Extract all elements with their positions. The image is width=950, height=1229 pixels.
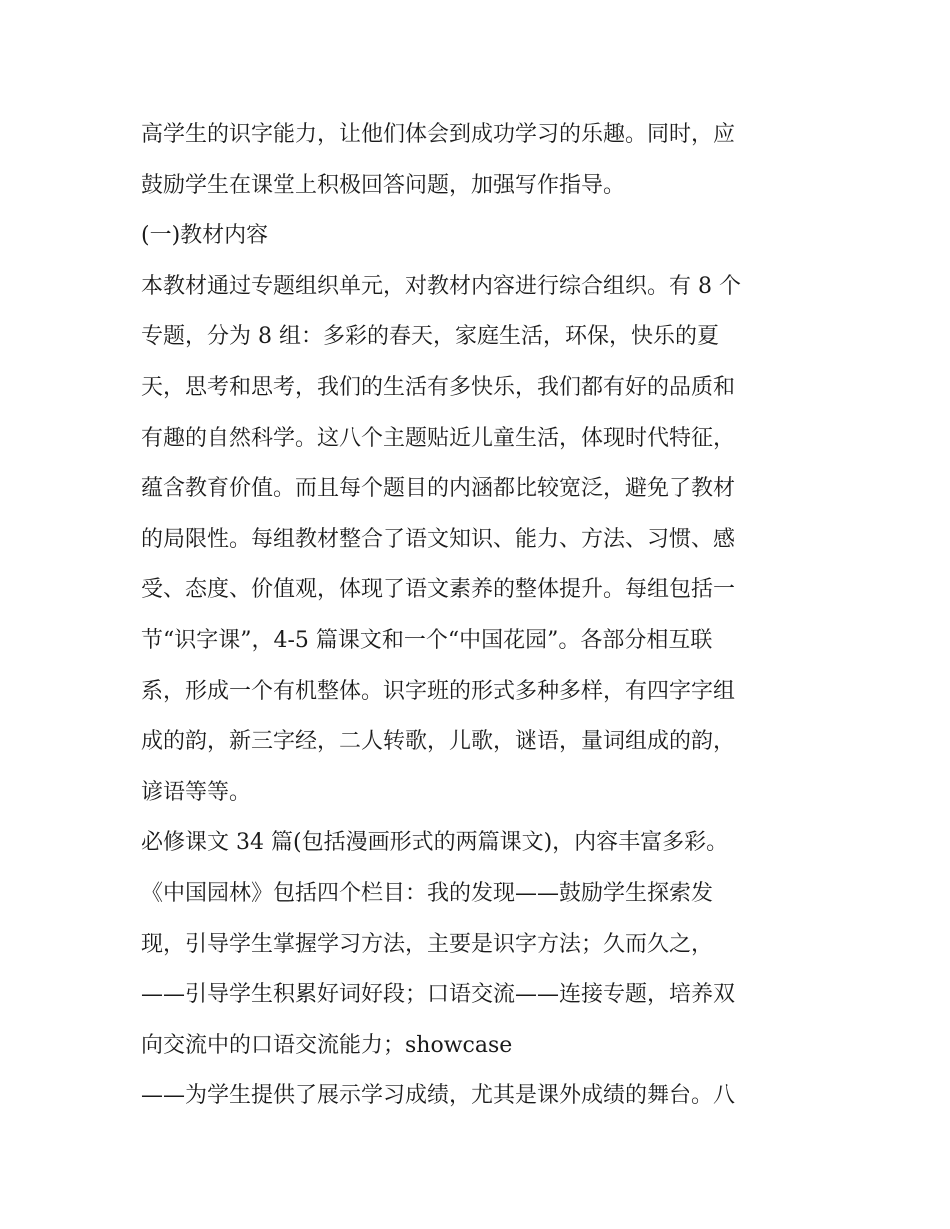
text-line: 系，形成一个有机整体。识字班的形式多种多样，有四字字组 xyxy=(141,678,736,704)
text-line: ——引导学生积累好词好段；口语交流——连接专题，培养双 xyxy=(141,982,736,1008)
text-line: 成的韵，新三字经，二人转歌，儿歌，谜语，量词组成的韵， xyxy=(141,729,736,755)
text-line: ——为学生提供了展示学习成绩，尤其是课外成绩的舞台。八 xyxy=(141,1083,736,1109)
text-line: 向交流中的口语交流能力；showcase xyxy=(141,1032,513,1058)
text-line: 有趣的自然科学。这八个主题贴近儿童生活，体现时代特征， xyxy=(141,425,736,451)
text-line: 《中国园林》包括四个栏目：我的发现——鼓励学生探索发 xyxy=(141,880,714,906)
text-line: 高学生的识字能力，让他们体会到成功学习的乐趣。同时，应 xyxy=(141,122,736,147)
text-line: 受、态度、价值观，体现了语文素养的整体提升。每组包括一 xyxy=(141,577,736,603)
section-heading: (一)教材内容 xyxy=(141,223,269,249)
text-line: 现，引导学生掌握学习方法，主要是识字方法；久而久之， xyxy=(141,931,714,957)
text-line: 的局限性。每组教材整合了语文知识、能力、方法、习惯、感 xyxy=(141,526,736,552)
text-line: 蕴含教育价值。而且每个题目的内涵都比较宽泛，避免了教材 xyxy=(141,476,736,502)
text-line: 节“识字课”，4-5 篇课文和一个“中国花园”。各部分相互联 xyxy=(141,627,713,653)
text-line: 本教材通过专题组织单元，对教材内容进行综合组织。有 8 个 xyxy=(141,273,741,299)
text-line: 谚语等等。 xyxy=(141,779,252,805)
text-line: 专题，分为 8 组：多彩的春天，家庭生活，环保，快乐的夏 xyxy=(141,324,719,350)
text-line: 鼓励学生在课堂上积极回答问题，加强写作指导。 xyxy=(141,172,626,198)
text-line: 必修课文 34 篇(包括漫画形式的两篇课文)，内容丰富多彩。 xyxy=(141,830,729,856)
text-line: 天，思考和思考，我们的生活有多快乐，我们都有好的品质和 xyxy=(141,374,736,400)
body-text xyxy=(141,110,821,1122)
